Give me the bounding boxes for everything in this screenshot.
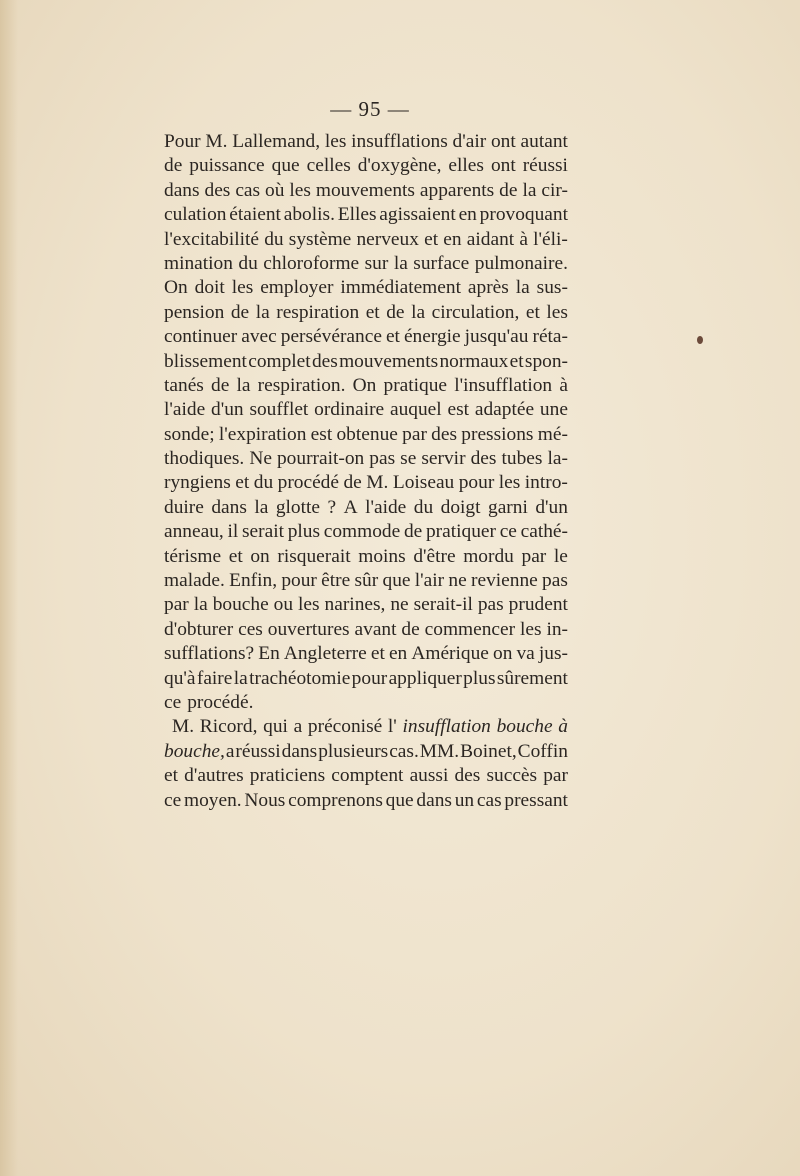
word: à [558,716,568,738]
text-line [164,691,568,715]
word: agissaient [379,204,456,226]
word: pulmonaire. [474,252,568,274]
word: après [467,277,509,299]
word: soufflet [249,399,309,421]
word: revienne [471,570,538,592]
word: l'éli- [533,228,568,250]
word: énergie [403,326,461,348]
word: des [204,179,231,201]
text-line [164,789,568,813]
word: il [227,521,239,543]
word: et [385,326,400,348]
word: anneau, [164,521,224,543]
text-line [164,130,568,154]
word: serait [241,521,284,543]
word: en [388,643,408,665]
word: ont [490,155,516,177]
word: chloroforme [263,252,360,274]
word: de [343,472,362,494]
word: employer [260,277,334,299]
word: blissement [164,350,247,372]
word: spon- [524,350,568,372]
word: respiration. [257,374,346,396]
word: réussi [235,740,281,762]
word: de [211,374,230,396]
word: aidant [466,228,515,250]
word: pas [542,570,568,592]
word: trachéotomie [249,667,351,689]
word: comprenons [288,789,383,811]
word: Lallemand, [232,131,321,152]
word: et [525,301,540,323]
word: les [546,301,568,323]
word: serait-il [413,594,473,616]
word: procédé. [187,691,254,713]
word: se [400,448,417,470]
word: Ricord, [199,716,258,738]
word: On [352,374,377,396]
word: cas [476,789,502,811]
word: mouvements [315,179,415,201]
text-line [164,520,568,544]
word: et [235,472,250,494]
word: l'insufflation [454,374,553,396]
text-line [164,667,568,691]
word: tanés [164,374,204,396]
word: l' [387,716,397,738]
ink-speck [697,336,703,344]
word: du [413,496,434,518]
word: duire [164,496,204,518]
word: et [228,545,243,567]
word: pour [351,667,388,689]
word: commencer [424,618,516,640]
word: réta- [532,326,568,348]
word: les [498,472,521,494]
word: comptent [331,765,404,787]
word: à [559,374,568,396]
text-line [164,350,568,374]
word: moyen. [183,789,242,811]
word: faire [196,667,233,689]
word: sufflations? [164,643,255,665]
word: apparents [419,179,495,201]
text-line [164,252,568,276]
word: système [288,228,352,250]
text-line [164,569,568,593]
word: prudent [508,594,568,616]
word: par [543,765,568,787]
word: l'air [414,570,445,592]
word: Pour [164,131,201,152]
word: est [447,399,470,421]
word: l'aide [164,399,206,421]
word: préconisé [307,716,383,738]
text-line [164,179,568,203]
word: sur [364,252,389,274]
word: ryngiens [164,472,231,494]
word: culation [164,204,227,226]
word: d'air [452,131,487,152]
word: par [521,545,547,567]
word: mordu [463,545,514,567]
word: la [522,179,537,201]
word: la [236,374,251,396]
word: normaux [439,350,509,372]
word: la [393,252,408,274]
word: a [293,716,303,738]
word: des [431,423,458,445]
word: immédiatement [340,277,461,299]
word: d'autres [184,765,244,787]
text-line [164,154,568,178]
word: la [254,496,269,518]
word: térisme [164,545,222,567]
word: que [385,789,414,811]
word: ces [238,618,263,640]
word: pour [281,570,317,592]
word: cas. [389,740,419,762]
word: intro- [524,472,568,494]
word: narines, [324,594,386,616]
word: de [403,521,423,543]
word: auquel [389,399,442,421]
word: garni [488,496,528,518]
word: surface [413,252,470,274]
word: procédé [277,472,339,494]
word: et [509,350,524,372]
word: tubes [501,448,543,470]
word: par [164,594,189,616]
word: M. [172,716,195,738]
word: on [493,643,513,665]
word: provoquant [479,204,568,226]
word: et [164,765,178,787]
word: ce [164,789,182,811]
word: insufflation [402,716,491,738]
word: MM. [419,740,460,762]
word: d'un [211,399,244,421]
word: ou [273,594,294,616]
word: Angleterre [283,643,367,665]
word: pressant [504,789,568,811]
word: qui [263,716,288,738]
word: va [516,643,535,665]
body-text [164,130,568,813]
word: en [458,204,477,226]
word: des [311,350,338,372]
word: servir [421,448,466,470]
word: circulation, [431,301,520,323]
word: jus- [538,643,568,665]
word: ont [490,131,516,152]
word: Loiseau [392,472,455,494]
word: praticiens [249,765,326,787]
word: bouche [212,594,269,616]
page-number: — 95 — [330,97,410,121]
word: les [520,618,542,640]
text-line [164,301,568,325]
word: par [402,423,427,445]
text-line [164,545,568,569]
word: ouvertures [267,618,350,640]
word: les [298,594,320,616]
word: avant [354,618,397,640]
word: les [324,131,347,152]
word: l'excitabilité [164,228,260,250]
word: d'obturer [164,618,234,640]
word: que [382,570,411,592]
word: mé- [537,423,568,445]
word: On [164,277,188,299]
word: dans [211,496,247,518]
text-line [164,618,568,642]
word: l'aide [365,496,407,518]
word: moins [358,545,406,567]
text-line [164,496,568,520]
text-line [164,471,568,495]
word: appliquer [388,667,462,689]
text-line [164,715,568,739]
word: dans [281,740,318,762]
word: malade. [164,570,225,592]
text-line [164,642,568,666]
word: de [499,179,518,201]
word: en [443,228,462,250]
word: Nous [244,789,286,811]
word: du [253,472,274,494]
word: Ne [249,448,272,470]
page-edge-shadow [0,0,18,1176]
word: a [225,740,235,762]
word: cas [235,179,261,201]
word: cathé- [520,521,568,543]
word: de [164,155,183,177]
word: jusqu'au [464,326,529,348]
word: Enfin, [229,570,278,592]
word: la [233,667,248,689]
word: bouche [496,716,553,738]
word: de [230,301,250,323]
text-line [164,203,568,227]
word: cir- [541,179,568,201]
text-line [164,593,568,617]
word: les [289,179,311,201]
word: l'expiration [218,423,307,445]
word: complet [248,350,311,372]
word: la- [547,448,568,470]
word: pressions [461,423,534,445]
word: dans [164,179,200,201]
word: ordinaire [314,399,385,421]
word: sûrement [496,667,568,689]
word: ? [327,496,337,518]
word: Coffin [517,740,568,762]
word: le [553,545,568,567]
word: où [265,179,285,201]
text-line [164,374,568,398]
word: plus [463,667,496,689]
word: de [401,618,420,640]
word: celles [306,155,351,177]
word: puissance [189,155,265,177]
word: la [411,301,426,323]
word: aussi [409,765,449,787]
word: sûr [354,570,379,592]
text-line [164,325,568,349]
word: la [193,594,208,616]
word: que [271,155,300,177]
word: Elles [337,204,377,226]
word: ce [499,521,517,543]
word: doit [194,277,225,299]
word: ne [448,570,467,592]
text-line [164,764,568,788]
word: insufflations [351,131,448,152]
word: continuer [164,326,238,348]
word: d'oxygène, [357,155,442,177]
word: la [255,301,270,323]
word: pas [369,448,396,470]
word: être [321,570,351,592]
word: persévérance [280,326,382,348]
word: avec [241,326,277,348]
word: des [454,765,481,787]
word: des [470,448,497,470]
word: succès [486,765,538,787]
word: à [519,228,528,250]
word: nerveux [356,228,419,250]
word: pourrait-on [276,448,365,470]
word: on [250,545,270,567]
word: sonde; [164,423,215,445]
word: du [264,228,284,250]
word: glotte [275,496,321,518]
word: respiration [276,301,360,323]
word: ce [164,691,182,713]
word: d'être [413,545,456,567]
word: plus [287,521,321,543]
word: mouvements [339,350,439,372]
word: et [424,228,439,250]
word: A [343,496,358,518]
word: adaptée [474,399,535,421]
word: abolis. [283,204,335,226]
word: pour [458,472,495,494]
word: étaient [229,204,281,226]
word: risquerait [277,545,351,567]
word: autant [520,131,568,152]
word: obtenue [336,423,398,445]
text-line [164,423,568,447]
text-line [164,228,568,252]
text-line [164,740,568,764]
word: pratique [383,374,448,396]
word: qu'à [164,667,196,689]
text-line [164,276,568,300]
word: plusieurs [318,740,389,762]
word: une [539,399,568,421]
word: M. [205,131,228,152]
text-line [164,447,568,471]
word: M. [366,472,389,494]
word: la [515,277,530,299]
word: du [238,252,258,274]
word: de [386,301,405,323]
word: mination [164,252,233,274]
word: les [231,277,254,299]
word: doigt [440,496,481,518]
word: sus- [536,277,568,299]
word: commode [323,521,401,543]
word: Boinet, [460,740,517,762]
word: En [258,643,280,665]
word: réussi [522,155,568,177]
word: un [454,789,475,811]
word: pas [477,594,504,616]
word: in- [546,618,568,640]
word: Amérique [411,643,489,665]
word: elles [448,155,484,177]
word: est [310,423,333,445]
word: thodiques. [164,448,245,470]
word: et [370,643,385,665]
text-line [164,398,568,422]
word: bouche, [164,740,225,762]
word: pratiquer [425,521,496,543]
word: pension [164,301,225,323]
word: d'un [535,496,568,518]
word: dans [416,789,452,811]
word: ne [390,594,409,616]
word: et [365,301,380,323]
